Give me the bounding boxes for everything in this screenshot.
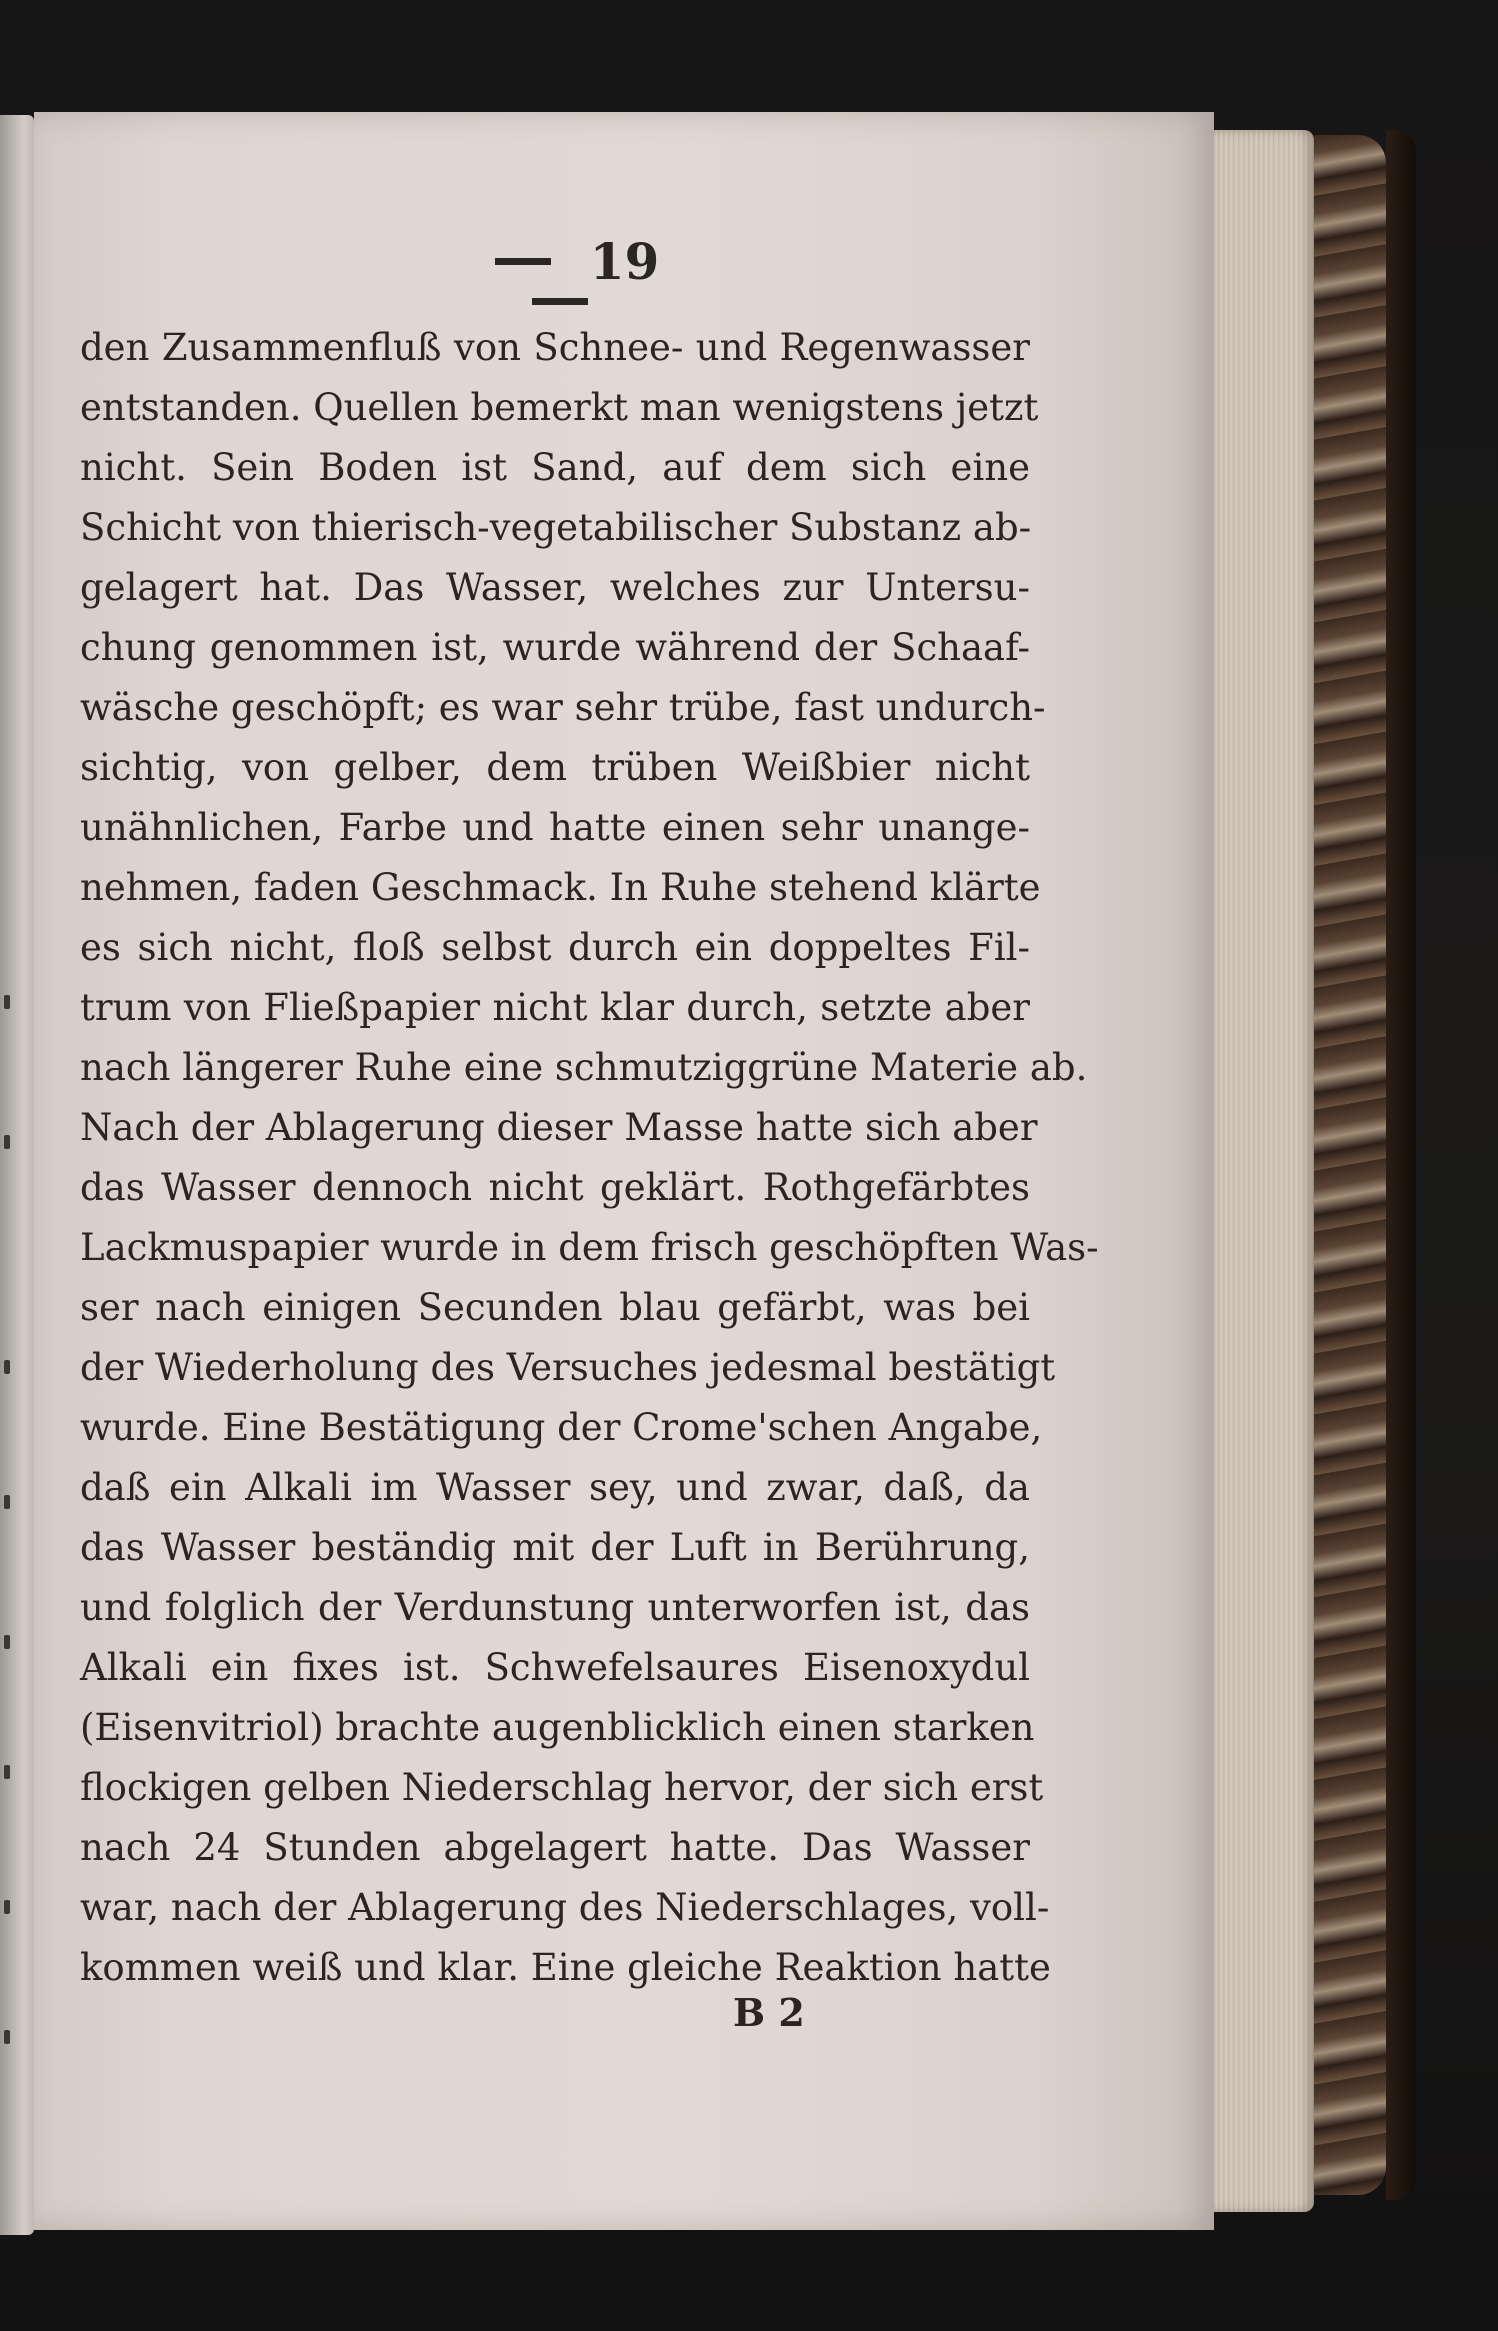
text-line: daß ein Alkali im Wasser sey, und zwar, daß, da bbox=[80, 1466, 1030, 1509]
text-line: es sich nicht, floß selbst durch ein doppeltes Fil- bbox=[80, 926, 1030, 969]
text-line: nach längerer Ruhe eine schmutziggrüne Materie ab. bbox=[80, 1046, 1088, 1089]
signature-mark: B 2 bbox=[733, 1990, 805, 2035]
edge-mark bbox=[4, 2030, 10, 2044]
edge-mark bbox=[4, 1765, 10, 1779]
text-line: kommen weiß und klar. Eine gleiche Reaktion hatte bbox=[80, 1946, 1051, 1989]
page-header bbox=[400, 232, 720, 302]
text-line: nach 24 Stunden abgelagert hatte. Das Wasser bbox=[80, 1826, 1030, 1869]
left-page-edge bbox=[0, 115, 34, 2235]
text-line: entstanden. Quellen bemerkt man wenigstens jetzt bbox=[80, 386, 1039, 429]
text-line: war, nach der Ablagerung des Niederschlages, voll- bbox=[80, 1886, 1050, 1929]
text-line: unähnlichen, Farbe und hatte einen sehr unange- bbox=[80, 806, 1030, 849]
edge-mark bbox=[4, 1135, 10, 1149]
text-line: Alkali ein fixes ist. Schwefelsaures Eisenoxydul bbox=[80, 1646, 1030, 1689]
text-line: nehmen, faden Geschmack. In Ruhe stehend klärte bbox=[80, 866, 1041, 909]
text-line: nicht. Sein Boden ist Sand, auf dem sich eine bbox=[80, 446, 1030, 489]
text-line: flockigen gelben Niederschlag hervor, der sich erst bbox=[80, 1766, 1044, 1809]
text-line: den Zusammenfluß von Schnee- und Regenwasser bbox=[80, 326, 1030, 369]
edge-mark bbox=[4, 1360, 10, 1374]
text-line: trum von Fließpapier nicht klar durch, setzte aber bbox=[80, 986, 1030, 1029]
edge-mark bbox=[4, 995, 10, 1009]
header-dash-left bbox=[495, 258, 551, 265]
text-line: und folglich der Verdunstung unterworfen ist, das bbox=[80, 1586, 1030, 1629]
text-line: Schicht von thierisch-vegetabilischer Substanz ab- bbox=[80, 506, 1032, 549]
text-line: gelagert hat. Das Wasser, welches zur Untersu- bbox=[80, 566, 1030, 609]
text-line: ser nach einigen Secunden blau gefärbt, was bei bbox=[80, 1286, 1030, 1329]
book-cover-edge bbox=[1314, 135, 1386, 2195]
book-spine bbox=[1386, 130, 1416, 2200]
text-line: Lackmuspapier wurde in dem frisch geschöpften Was- bbox=[80, 1226, 1099, 1269]
text-line: das Wasser beständig mit der Luft in Berührung, bbox=[80, 1526, 1030, 1569]
page-number: 19 bbox=[589, 232, 660, 291]
edge-mark bbox=[4, 1495, 10, 1509]
header-dash-right bbox=[532, 298, 588, 305]
edge-mark bbox=[4, 1635, 10, 1649]
text-line: chung genommen ist, wurde während der Schaaf- bbox=[80, 626, 1030, 669]
text-line: sichtig, von gelber, dem trüben Weißbier nicht bbox=[80, 746, 1030, 789]
text-line: der Wiederholung des Versuches jedesmal bestätigt bbox=[80, 1346, 1056, 1389]
text-line: wurde. Eine Bestätigung der Crome'schen Angabe, bbox=[80, 1406, 1043, 1449]
text-line: wäsche geschöpft; es war sehr trübe, fast undurch- bbox=[80, 686, 1046, 729]
text-line: Nach der Ablagerung dieser Masse hatte sich aber bbox=[80, 1106, 1038, 1149]
edge-mark bbox=[4, 1900, 10, 1914]
text-line: (Eisenvitriol) brachte augenblicklich einen starken bbox=[80, 1706, 1035, 1749]
text-line: das Wasser dennoch nicht geklärt. Rothgefärbtes bbox=[80, 1166, 1030, 1209]
page-block-edges bbox=[1214, 130, 1314, 2212]
body-text bbox=[80, 318, 1099, 1998]
